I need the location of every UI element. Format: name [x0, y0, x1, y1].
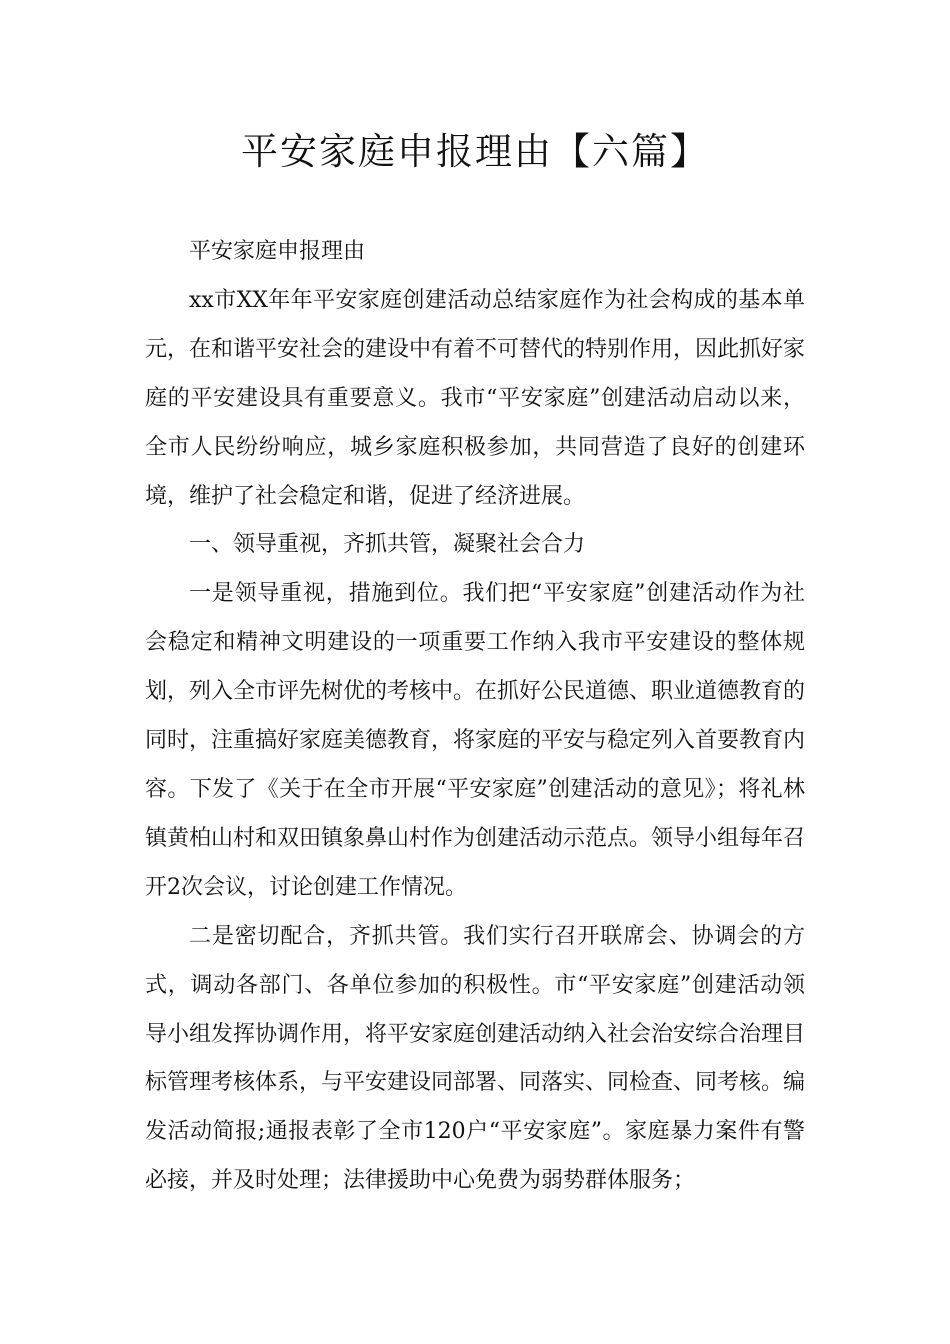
- body-paragraph: xx市XX年年平安家庭创建活动总结家庭作为社会构成的基本单元，在和谐平安社会的建设中有着不可替代的特别作用，因此抓好家庭的平安建设具有重要意义。我市“平安家庭”创建活动启动以来，全市人民纷纷响应，城乡家庭积极参加，共同营造了良好的创建环境，维护了社会稳定和谐，促进了经济进展。: [145, 287, 806, 509]
- body-paragraph: 二是密切配合，齐抓共管。我们实行召开联席会、协调会的方式，调动各部门、各单位参加的积极性。市“平安家庭”创建活动领导小组发挥协调作用，将平安家庭创建活动纳入社会治安综合治理目标管理考核体系，与平安建设同部署、同落实、同检查、同考核。编发活动简报;通报表彰了全市120户“平安家庭”。家庭暴力案件有警必接，并及时处理；法律援助中心免费为弱势群体服务；: [145, 923, 806, 1194]
- section-heading: 平安家庭申报理由: [189, 239, 366, 264]
- subsection-heading: 一、领导重视，齐抓共管，凝聚社会合力: [189, 532, 586, 558]
- body-paragraph: 一是领导重视，措施到位。我们把“平安家庭”创建活动作为社会稳定和精神文明建设的一项重要工作纳入我市平安建设的整体规划，列入全市评先树优的考核中。在抓好公民道德、职业道德教育的同时，注重搞好家庭美德教育，将家庭的平安与稳定列入首要教育内容。下发了《关于在全市开展“平安家庭”创建活动的意见》；将礼林镇黄柏山村和双田镇象鼻山村作为创建活动示范点。领导小组每年召开2次会议，讨论创建工作情况。: [145, 581, 806, 900]
- document-body: [145, 228, 805, 1206]
- document-title: 平安家庭申报理由【六篇】: [241, 130, 709, 173]
